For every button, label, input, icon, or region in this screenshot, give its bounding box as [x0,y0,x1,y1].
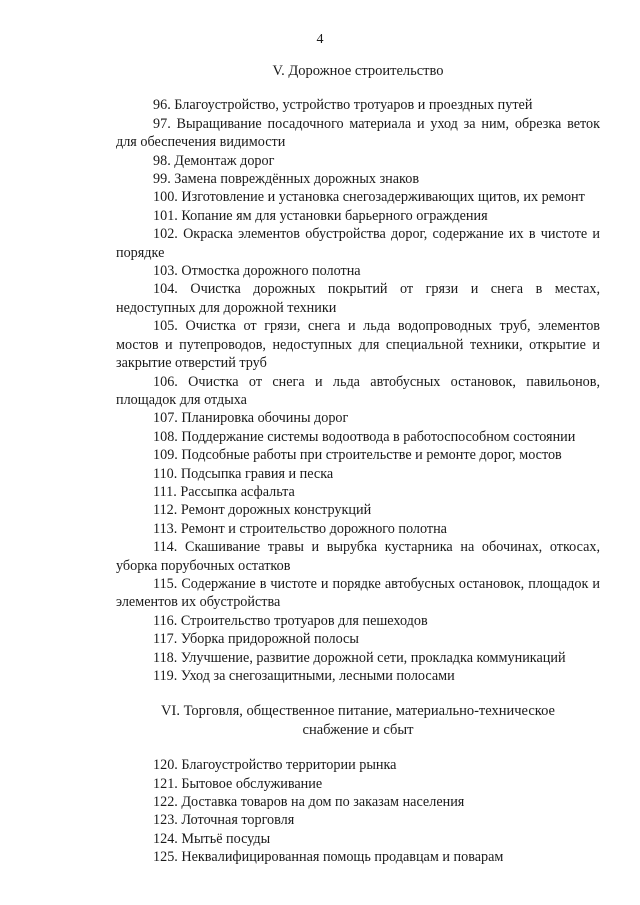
item-text: Очистка дорожных покрытий от грязи и снега в местах, недоступных для дорожной техники [116,281,601,316]
item-number: 113. [153,520,178,537]
list-item [116,262,600,280]
item-text: Подсыпка гравия и песка [180,465,334,482]
list-item [116,612,600,630]
list-item [116,830,600,848]
list-item [116,115,600,152]
item-text: Очистка от снега и льда автобусных остановок, павильонов, площадок для отдыха [116,373,600,408]
item-text: Уход за снегозащитными, лесными полосами [180,668,455,684]
item-text: Демонтаж дорог [174,152,275,169]
item-number: 122. [153,794,178,811]
list-item [116,756,600,774]
item-number: 124. [153,830,178,847]
list-item [116,538,600,575]
list-item [116,152,600,170]
item-number: 111. [153,483,177,500]
item-text: Планировка обочины дорог [181,410,349,427]
item-text: Подсобные работы при строительстве и ремонте дорог, мостов [181,447,562,464]
list-item [116,811,600,829]
list-item [116,793,600,811]
item-number: 107. [153,410,178,427]
item-text: Замена повреждённых дорожных знаков [174,171,420,188]
list-item [116,317,600,372]
item-number: 101. [153,207,178,224]
list-item [116,170,600,188]
section-6-list [116,756,600,866]
list-item [116,775,600,793]
list-item [116,465,600,483]
list-item [116,630,600,648]
item-number: 120. [153,757,178,774]
item-text: Выращивание посадочного материала и уход за ним, обрезка веток для обеспечения видимости [116,115,600,151]
item-text: Ремонт и строительство дорожного полотна [180,520,447,537]
list-item [116,280,600,317]
item-text: Благоустройство, устройство тротуаров и проездных путей [174,97,533,114]
item-text: Уборка придорожной полосы [180,631,359,648]
item-text: Мытьё посуды [181,830,271,847]
item-text: Улучшение, развитие дорожной сети, прокладка коммуникаций [180,649,566,666]
list-item [116,96,600,114]
item-number: 114. [153,539,178,556]
item-text: Отмостка дорожного полотна [181,263,361,280]
list-item [116,848,600,866]
item-number: 104. [153,281,178,298]
section-6-title [116,702,600,739]
document-body [116,62,600,867]
list-item [116,667,600,685]
list-item [116,428,600,446]
item-number: 110. [153,465,178,482]
item-number: 108. [153,428,178,445]
item-text: Очистка от грязи, снега и льда водопроводных труб, элементов мостов и путепроводов, недоступных для специальной техники, открытие и закрытие отверстий труб [116,318,601,372]
list-item [116,188,600,206]
list-item [116,409,600,427]
item-text: Изготовление и установка снегозадерживающих щитов, их ремонт [181,189,585,206]
list-item [116,483,600,501]
item-text: Лоточная торговля [181,812,295,829]
list-item [116,649,600,667]
list-item [116,520,600,538]
item-text: Скашивание травы и вырубка кустарника на обочинах, откосах, уборка порубочных остатков [116,539,601,574]
item-text: Копание ям для установки барьерного ограждения [181,207,488,224]
list-item [116,501,600,519]
item-number: 123. [153,812,178,829]
list-item [116,575,600,612]
item-number: 100. [153,189,178,206]
item-number: 125. [153,849,178,866]
list-item [116,446,600,464]
item-text: Доставка товаров на дом по заказам населения [181,794,465,811]
item-number: 98. [153,152,171,169]
section-6-title-line-2: снабжение и сбыт [302,721,414,738]
item-text: Ремонт дорожных конструкций [180,502,372,519]
section-5-title: V. Дорожное строительство [272,63,444,79]
item-text: Строительство тротуаров для пешеходов [180,612,428,629]
item-number: 102. [153,226,178,243]
item-number: 119. [153,668,178,684]
item-number: 96. [153,97,171,114]
item-number: 103. [153,263,178,280]
item-number: 121. [153,775,178,792]
item-text: Бытовое обслуживание [181,775,323,792]
item-number: 109. [153,447,178,464]
item-number: 105. [153,318,178,335]
list-item [116,207,600,225]
item-text: Окраска элементов обустройства дорог, содержание их в чистоте и порядке [116,226,601,261]
item-number: 117. [153,631,178,648]
item-number: 99. [153,171,171,188]
item-number: 115. [153,575,178,592]
item-number: 112. [153,502,178,519]
item-text: Благоустройство территории рынка [181,757,397,774]
list-item [116,373,600,410]
item-text: Неквалифицированная помощь продавцам и поварам [181,849,504,866]
section-5-list [116,96,600,685]
item-number: 116. [153,612,178,629]
page-number: 4 [316,32,324,47]
item-number: 106. [153,373,178,390]
section-6-title-line-1: VI. Торговля, общественное питание, материально-техническое [161,703,555,720]
item-text: Рассыпка асфальта [180,483,295,500]
list-item [116,225,600,262]
item-text: Содержание в чистоте и порядке автобусных остановок, площадок и элементов их обустройства [116,575,601,611]
item-number: 118. [153,649,178,666]
item-number: 97. [153,115,171,132]
item-text: Поддержание системы водоотвода в работоспособном состоянии [181,428,576,445]
